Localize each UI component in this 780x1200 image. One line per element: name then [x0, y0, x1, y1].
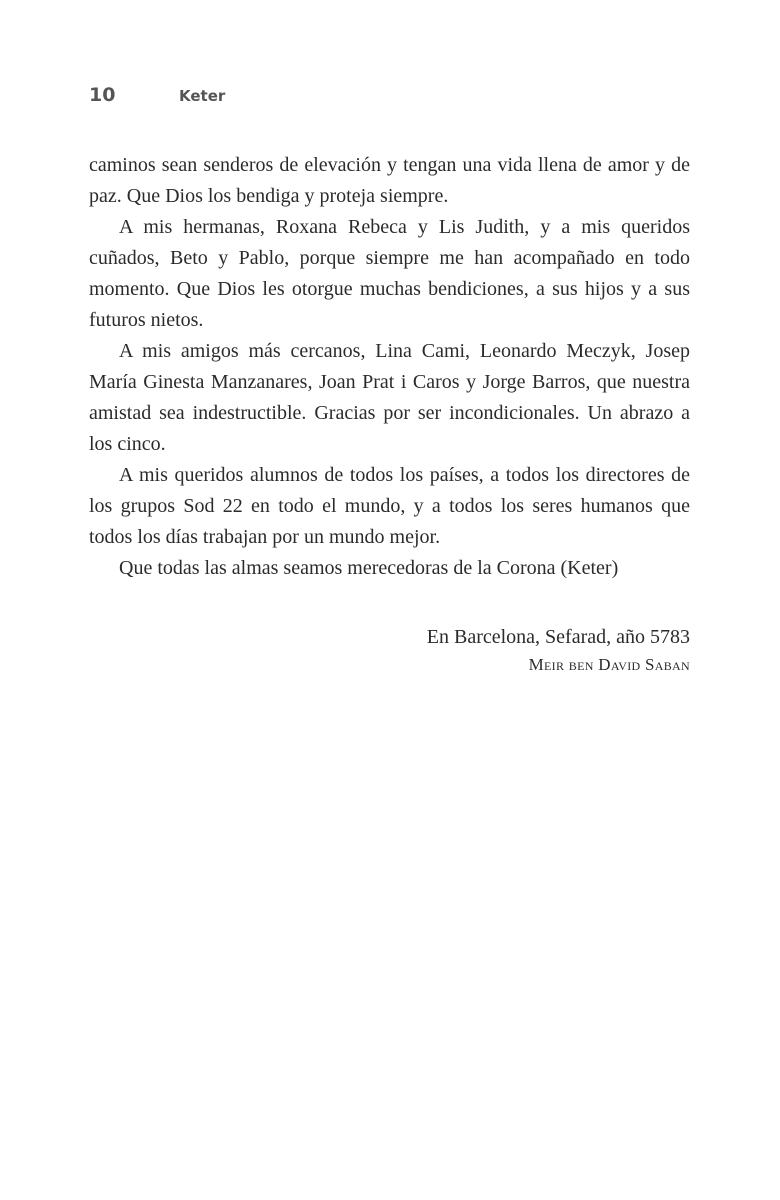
paragraph-friends: A mis amigos más cercanos, Lina Cami, Leonardo Meczyk, Josep María Ginesta Manzanares, Joan Prat i Caros y Jorge Barros, que nuestra amistad sea indestructible. Gracias por ser incondicionales. Un abrazo a los cinco. — [89, 340, 690, 455]
running-head — [89, 84, 225, 106]
closing-signature — [89, 622, 690, 677]
paragraph-blessing: Que todas las almas seamos merecedoras de la Corona (Keter) — [119, 557, 619, 579]
author-name: Meir ben David Saban — [528, 655, 690, 674]
paragraph-continuation: caminos sean senderos de elevación y tengan una vida llena de amor y de paz. Que Dios los bendiga y proteja siempre. — [89, 154, 690, 207]
page-number: 10 — [89, 84, 116, 106]
place-and-year: En Barcelona, Sefarad, año 5783 — [426, 626, 690, 648]
book-title: Keter — [179, 87, 226, 105]
body-text — [89, 150, 690, 584]
paragraph-sisters: A mis hermanas, Roxana Rebeca y Lis Judith, y a mis queridos cuñados, Beto y Pablo, porque siempre me han acompañado en todo momento. Que Dios les otorgue muchas bendiciones, a sus hijos y a sus futuros nietos. — [89, 216, 690, 331]
paragraph-students: A mis queridos alumnos de todos los países, a todos los directores de los grupos Sod 22 en todo el mundo, y a todos los seres humanos que todos los días trabajan por un mundo mejor. — [89, 464, 690, 548]
